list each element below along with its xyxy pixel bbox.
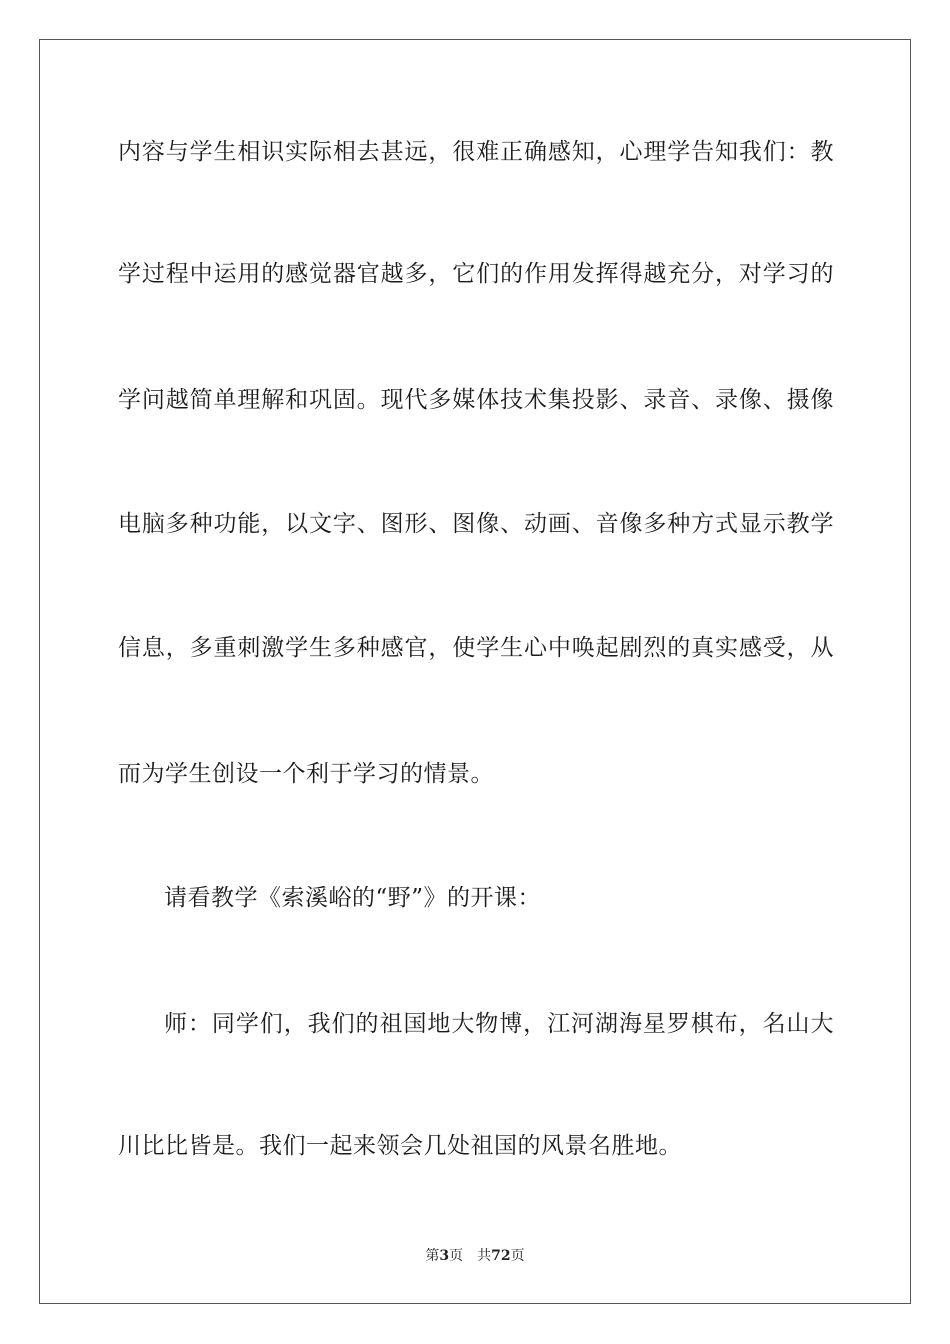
footer-total-suffix: 页: [510, 1248, 525, 1264]
footer-page-number: 3: [439, 1248, 450, 1264]
body-text-line-1: 内容与学生相识实际相去甚远，很难正确感知，心理学告知我们：教: [118, 139, 834, 165]
footer-page-suffix: 页: [449, 1248, 464, 1264]
footer-total-prefix: 共: [477, 1248, 492, 1264]
body-text-line-3: 学问越简单理解和巩固。现代多媒体技术集投影、录音、录像、摄像: [118, 387, 834, 413]
page-footer: [0, 1247, 950, 1265]
body-text-line-6: 而为学生创设一个利于学习的情景。: [118, 761, 494, 787]
body-text-line-9: 川比比皆是。我们一起来领会几处祖国的风景名胜地。: [118, 1133, 682, 1159]
body-text-line-8: 师：同学们，我们的祖国地大物博，江河湖海星罗棋布，名山大: [164, 1011, 834, 1037]
body-text-line-2: 学过程中运用的感觉器官越多，它们的作用发挥得越充分，对学习的: [118, 261, 834, 287]
body-text-line-5: 信息，多重刺激学生多种感官，使学生心中唤起剧烈的真实感受，从: [118, 635, 834, 661]
page-border: [39, 39, 911, 1304]
footer-page-prefix: 第: [425, 1248, 440, 1264]
body-text-line-7: 请看教学《索溪峪的“野”》的开课：: [164, 885, 542, 911]
body-text-line-4: 电脑多种功能，以文字、图形、图像、动画、音像多种方式显示教学: [118, 511, 834, 537]
footer-total-number: 72: [491, 1248, 511, 1264]
